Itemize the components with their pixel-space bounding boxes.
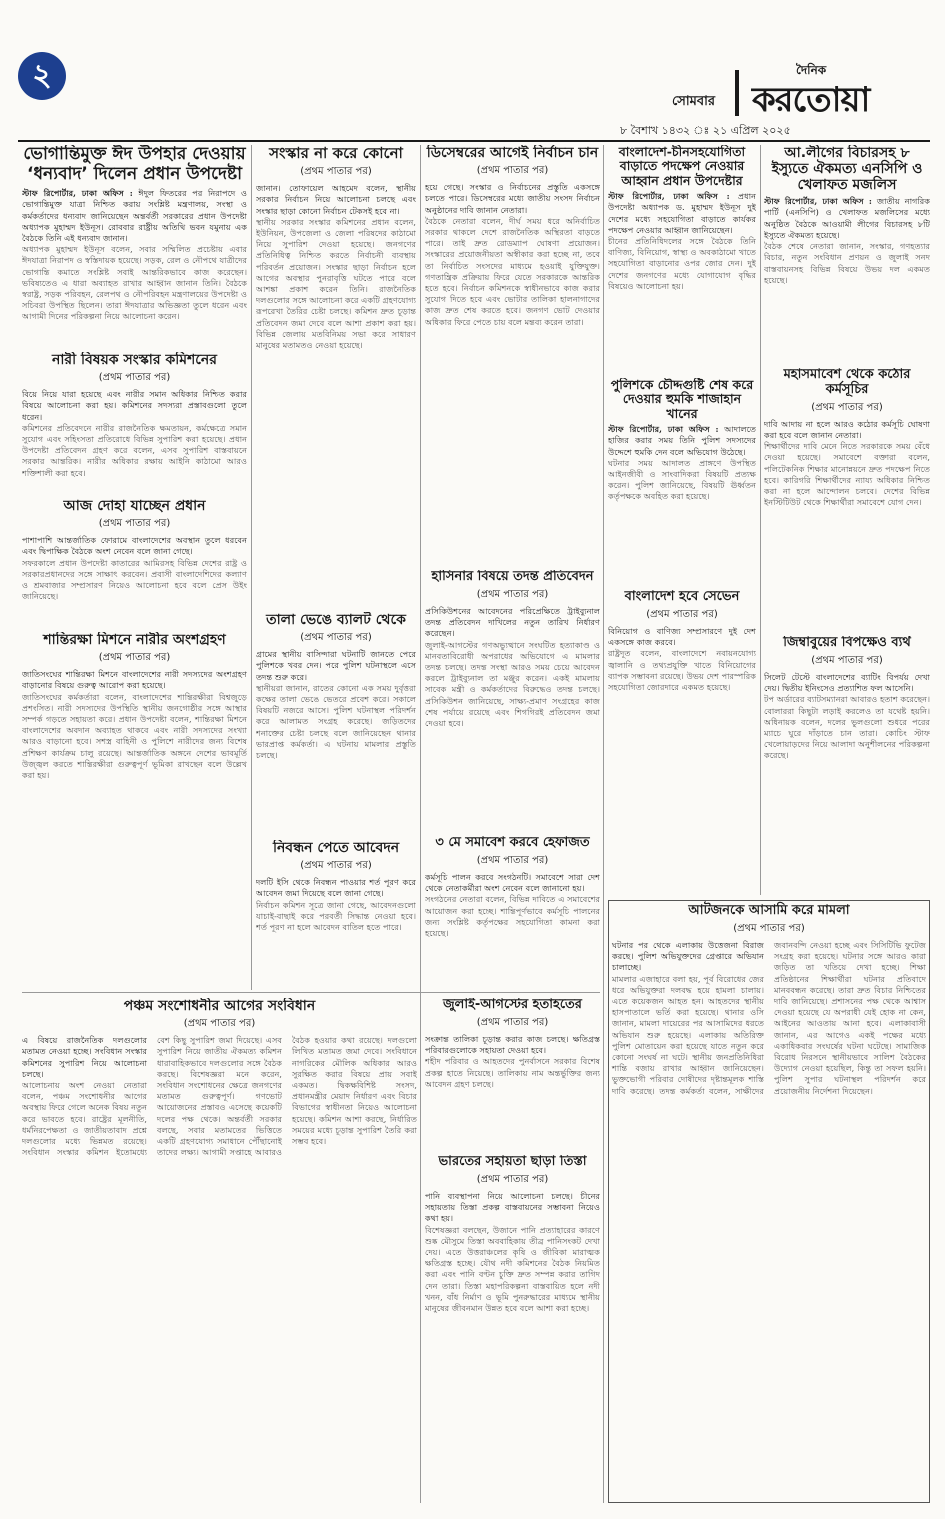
story-body: [608, 424, 756, 458]
masthead: [0, 0, 945, 118]
story-body: দলটি ইসি থেকে নিবন্ধন পাওয়ার শর্ত পূরণ করে আবেদন জমা দিয়েছে বলে জানা গেছে।: [256, 877, 416, 899]
story-filler: চীনের প্রতিনিধিদলের সঙ্গে বৈঠকে তিনি বাণিজ্য, বিনিয়োগ, স্বাস্থ্য ও অবকাঠামো খাতে সহযোগিতা বাড়ানোর ওপর জোর দেন। দুই দেশের জনগণের মধ্যে যোগাযোগ বৃদ্ধির বিষয়েও আলোচনা হয়।: [608, 235, 756, 291]
story-filler: জুলাই-আগস্টের গণঅভ্যুত্থানে সংঘটিত হত্যাকাণ্ড ও মানবতাবিরোধী অপরাধের অভিযোগে এ মামলার তদন্ত চলছে। তদন্ত সংস্থা আরও সময় চেয়ে আবেদন করলে ট্রাইব্যুনাল তা মঞ্জুর করেন। একই মামলায় সাবেক মন্ত্রী ও কর্মকর্তাদের বিরুদ্ধেও তদন্ত চলছে। প্রসিকিউশন জানিয়েছে, সাক্ষ্য-প্রমাণ সংগ্রহের কাজ শেষ পর্যায়ে রয়েছে এবং শিগগিরই প্রতিবেদন জমা দেওয়া হবে।: [425, 639, 600, 728]
story-body: [22, 188, 247, 244]
continued-label: (প্রথম পাতার পর): [811, 401, 883, 413]
story-filler: কমিশনের প্রতিবেদনে নারীর রাজনৈতিক ক্ষমতায়ন, কর্মক্ষেত্রে সমান সুযোগ এবং সহিংসতা প্রতিরোধে বিভিন্ন সুপারিশ করা হয়েছে। প্রধান উপদেষ্টা প্রতিবেদন গ্রহণ করে বলেন, এসব সুপারিশ বাস্তবায়নে সরকার আন্তরিক। নারীর অধিকার রক্ষায় আইনি কাঠামো আরও শক্তিশালী করা হবে।: [22, 422, 247, 478]
continued-label: (প্রথম পাতার পর): [476, 854, 549, 866]
continued-label: (প্রথম পাতার পর): [98, 372, 171, 384]
story-may3-rally: [425, 836, 600, 986]
story-body: এ বিষয়ে রাজনৈতিক দলগুলোর মতামত নেওয়া হচ্ছে। সংবিধান সংস্কার কমিশনের সুপারিশ নিয়ে আলোচনা চলছে।: [22, 1035, 147, 1079]
headline: জুলাই-আগস্টের হতাহতের: [443, 998, 582, 1012]
story-bd-sweden: [608, 590, 756, 740]
story-filler: নির্বাচন কমিশন সূত্রে জানা গেছে, আবেদনগুলো যাচাই-বাছাই করে পরবর্তী সিদ্ধান্ত নেওয়া হবে। শর্ত পূরণ না হলে আবেদন বাতিল হতে পারে।: [256, 899, 416, 932]
headline: পুলিশকে চৌদ্দগুষ্টি শেষ করে দেওয়ার হুমকি শাজাহান খানের: [610, 378, 754, 421]
continued-label: (প্রথম পাতার পর): [300, 632, 372, 644]
story-filler: ঘটনার সময় আদালত প্রাঙ্গণে উপস্থিত আইনজীবী ও সাংবাদিকরা বিষয়টি প্রত্যক্ষ করেন। পুলিশ জানিয়েছে, বিষয়টি ঊর্ধ্বতন কর্তৃপক্ষকে অবহিত করা হয়েছে।: [608, 457, 756, 502]
story-july-august: [425, 998, 600, 1148]
logo-divider: [735, 70, 739, 116]
headline: নারী বিষয়ক সংস্কার কমিশনের: [52, 352, 217, 368]
continued-label: (প্রথম পাতার পর): [811, 654, 883, 666]
story-filler: অধ্যাপক মুহাম্মদ ইউনূস বলেন, সবার সম্মিলিত প্রচেষ্টায় এবার ঈদযাত্রা নিরাপদ ও স্বস্তিদায়ক হয়েছে। সড়ক, রেল ও নৌপথে যাত্রীদের ভোগান্তি কমাতে সংশ্লিষ্ট সবাই আন্তরিকভাবে কাজ করেছেন। ভবিষ্যতেও এ ধারা অব্যাহত রাখার আহ্বান জানান তিনি। বৈঠকে স্বরাষ্ট্র, সড়ক পরিবহন, রেলপথ ও নৌপরিবহন মন্ত্রণালয়ের উপদেষ্টা ও সচিবরা উপস্থিত ছিলেন। তারা ঈদযাত্রার অভিজ্ঞতা তুলে ধরেন এবং আগামী দিনের পরিকল্পনা নিয়ে আলোচনা করেন।: [22, 244, 247, 322]
story-lead: প্রধান উপদেষ্টা অধ্যাপক ড. মুহাম্মদ ইউনূস দুই দেশের মধ্যে সহযোগিতা বাড়াতে কার্যকর পদক্ষেপ নেওয়ার আহ্বান জানিয়েছেন।: [608, 191, 756, 235]
headline: বাংলাদেশ-চীনসহযোগিতা বাড়াতে পদক্ষেপ নেওয়ার আহ্বান প্রধান উপদেষ্টার: [618, 145, 746, 188]
column-divider: [251, 145, 252, 990]
story-filler: শিক্ষার্থীদের দাবি মেনে নিতে সরকারকে সময় বেঁধে দেওয়া হয়েছে। সমাবেশে বক্তারা বলেন, পলিটেকনিক শিক্ষার মানোন্নয়নে দ্রুত পদক্ষেপ নিতে হবে। কারিগরি শিক্ষার্থীদের ন্যায্য অধিকার নিশ্চিত করা না হলে আন্দোলন চলবে। দেশের বিভিন্ন ইনস্টিটিউট থেকে শিক্ষার্থীরা সমাবেশে যোগ দেন।: [764, 441, 930, 508]
headline: ৩ মে সমাবেশ করবে হেফাজত: [435, 836, 590, 850]
headline: ডিসেম্বরের আগেই নির্বাচন চান: [426, 145, 599, 161]
weekday: সোমবার: [672, 94, 716, 109]
story-body: সংক্রান্ত তালিকা চূড়ান্ত করার কাজ চলছে। ক্ষতিগ্রস্ত পরিবারগুলোকে সহায়তা দেওয়া হবে।: [425, 1033, 600, 1056]
story-zimbabwe: [764, 636, 930, 886]
story-body: জাতিসংঘের শান্তিরক্ষা মিশনে বাংলাদেশের নারী সদস্যদের অংশগ্রহণ বাড়ানোর বিষয়ে গুরুত্ব আরোপ করা হয়েছে।: [22, 669, 247, 691]
story-filler: মামলার এজাহারে বলা হয়, পূর্ব বিরোধের জের ধরে অভিযুক্তরা দলবদ্ধ হয়ে হামলা চালায়। এতে কয়েকজন আহত হন। আহতদের স্থানীয় হাসপাতালে ভর্তি করা হয়েছে। থানার ওসি জানান, মামলা দায়েরের পর আসামিদের ধরতে অভিযান শুরু হয়েছে। এলাকায় অতিরিক্ত পুলিশ মোতায়েন করা হয়েছে যাতে নতুন করে কোনো সংঘর্ষ না ঘটে। স্থানীয় জনপ্রতিনিধিরা শান্তি বজায় রাখার আহ্বান জানিয়েছেন। ভুক্তভোগী পরিবার দোষীদের দৃষ্টান্তমূলক শাস্তি দাবি করেছে। তদন্ত কর্মকর্তা বলেন, সাক্ষীদের জবানবন্দি নেওয়া হচ্ছে এবং সিসিটিভি ফুটেজ সংগ্রহ করা হয়েছে। ঘটনার সঙ্গে আরও কারা জড়িত তা খতিয়ে দেখা হচ্ছে। শিক্ষা প্রতিষ্ঠানের শিক্ষার্থীরা ঘটনার প্রতিবাদে মানববন্ধন করেছে। তারা দ্রুত বিচার নিশ্চিতের দাবি জানিয়েছে। প্রশাসনের পক্ষ থেকে আশ্বাস দেওয়া হয়েছে যে অপরাধী যেই হোক না কেন, আইনের আওতায় আনা হবে। এলাকাবাসী জানান, এর আগেও একই পক্ষের মধ্যে একাধিকবার সংঘর্ষের ঘটনা ঘটেছে। সামাজিক বিরোধ নিরসনে স্থানীয়ভাবে সালিশ বৈঠকের উদ্যোগ নেওয়া হয়েছিল, কিন্তু তা সফল হয়নি। পুলিশ সুপার ঘটনাস্থল পরিদর্শন করে প্রয়োজনীয় নির্দেশনা দিয়েছেন।: [612, 939, 926, 1096]
story-filler: সফরকালে প্রধান উপদেষ্টা কাতারের আমিরসহ বিভিন্ন দেশের রাষ্ট্র ও সরকারপ্রধানদের সঙ্গে সাক্ষাৎ করবেন। প্রবাসী বাংলাদেশিদের কল্যাণ ও শ্রমবাজার সম্প্রসারণ নিয়েও আলোচনা হবে বলে প্রেস উইং জানিয়েছে।: [22, 557, 247, 602]
continued-label: (প্রথম পাতার পর): [98, 518, 171, 530]
headline: তালা ভেঙে ব্যালট থেকে: [266, 612, 406, 628]
continued-label: (প্রথম পাতার পর): [476, 1016, 549, 1028]
headline: আটজনকে আসামি করে মামলা: [688, 903, 850, 918]
headline: মহাসমাবেশ থেকে কঠোর কর্মসূচির: [783, 368, 911, 397]
headline: নিবন্ধন পেতে আবেদন: [272, 840, 400, 856]
story-body: হয়ে গেছে। সংস্কার ও নির্বাচনের প্রস্তুতি একসঙ্গে চলতে পারে। ডিসেম্বরের মধ্যে জাতীয় সংসদ নির্বাচন অনুষ্ঠানের দাবি জানান নেতারা।: [425, 182, 600, 215]
story-body: বিনিয়োগ ও বাণিজ্য সম্প্রসারণে দুই দেশ একসঙ্গে কাজ করবে।: [608, 625, 756, 648]
headline: পঞ্চম সংশোধনীর আগের সংবিধান: [123, 998, 316, 1014]
story-filler: স্থানীয়রা জানান, রাতের কোনো এক সময় দুর্বৃত্তরা কক্ষের তালা ভেঙে ভেতরে প্রবেশ করে। সকালে বিষয়টি নজরে আসে। পুলিশ ঘটনাস্থল পরিদর্শন করে আলামত সংগ্রহ করেছে। জড়িতদের শনাক্তের চেষ্টা চলছে বলে জানিয়েছেন থানার ভারপ্রাপ্ত কর্মকর্তা। এ ঘটনায় মামলার প্রস্তুতি চলছে।: [256, 682, 416, 760]
story-lead: আদালতে হাজির করার সময় তিনি পুলিশ সদস্যদের উদ্দেশে হুমকি দেন বলে অভিযোগ উঠেছে।: [608, 424, 756, 457]
newspaper-logo: করতোয়া: [752, 80, 870, 120]
story-ballot-box: [256, 612, 416, 834]
story-teesta: [425, 1155, 600, 1503]
column-divider: [420, 145, 421, 1503]
story-nibandhan: [256, 840, 416, 970]
story-filler: টপ অর্ডারের ব্যাটসম্যানরা আবারও হতাশ করেছেন। বোলাররা কিছুটা লড়াই করলেও তা যথেষ্ট হয়নি। অধিনায়ক বলেন, দলের ভুলগুলো শুধরে পরের ম্যাচে ঘুরে দাঁড়াতে চান তারা। কোচিং স্টাফ খেলোয়াড়দের নিয়ে আলাদা অনুশীলনের পরিকল্পনা করেছে।: [764, 694, 930, 761]
story-body: পাশাপাশি আন্তর্জাতিক ফোরামে বাংলাদেশের অবস্থান তুলে ধরবেন এবং দ্বিপাক্ষিক বৈঠকে অংশ নেবেন বলে জানা গেছে।: [22, 535, 247, 557]
story-filler: আলোচনায় অংশ নেওয়া নেতারা বলেন, পঞ্চম সংশোধনীর আগের অবস্থায় ফিরে গেলে অনেক বিষয় নতুন করে ভাবতে হবে। রাষ্ট্রের মূলনীতি, ধর্মনিরপেক্ষতা ও জাতীয়তাবাদ প্রশ্নে দলগুলোর মধ্যে ভিন্নমত রয়েছে। সংবিধান সংস্কার কমিশন ইতোমধ্যে বেশ কিছু সুপারিশ জমা দিয়েছে। এসব সুপারিশ নিয়ে জাতীয় ঐকমত্য কমিশন ধারাবাহিকভাবে দলগুলোর সঙ্গে বৈঠক করছে। বিশেষজ্ঞরা মনে করেন, সংবিধান সংশোধনের ক্ষেত্রে জনগণের মতামত গুরুত্বপূর্ণ। গণভোট আয়োজনের প্রস্তাবও এসেছে কয়েকটি দলের পক্ষ থেকে। অন্তর্বর্তী সরকার বলছে, সবার মতামতের ভিত্তিতে একটি গ্রহণযোগ্য সমাধানে পৌঁছানোই তাদের লক্ষ্য। আগামী সপ্তাহে আবারও বৈঠক হওয়ার কথা রয়েছে। দলগুলো লিখিত মতামত জমা দেবে। সংবিধানে নাগরিকের মৌলিক অধিকার আরও সুরক্ষিত করার বিষয়ে প্রায় সবাই একমত। দ্বিকক্ষবিশিষ্ট সংসদ, প্রধানমন্ত্রীর মেয়াদ নির্ধারণ এবং বিচার বিভাগের স্বাধীনতা নিয়েও আলোচনা হয়েছে। কমিশন আশা করছে, নির্ধারিত সময়ের মধ্যে চূড়ান্ত সুপারিশ তৈরি করা সম্ভব হবে।: [22, 1035, 417, 1158]
story-body: সিলেট টেস্টে বাংলাদেশের ব্যাটিং বিপর্যয় দেখা দেয়। দ্বিতীয় ইনিংসেও প্রত্যাশিত ফল আসেনি।: [764, 671, 930, 694]
byline: স্টাফ রিপোর্টার, ঢাকা অফিস :: [608, 424, 719, 435]
story-body: কর্মসূচি পালন করবে সংগঠনটি। সমাবেশে সারা দেশ থেকে নেতাকর্মীরা অংশ নেবেন বলে জানানো হয়।: [425, 871, 600, 894]
story-body: ঘটনার পর থেকে এলাকায় উত্তেজনা বিরাজ করছে। পুলিশ অভিযুক্তদের গ্রেপ্তারে অভিযান চালাচ্ছে।: [612, 939, 764, 973]
story-body: জানান। তোফায়েল আহমেদ বলেন, স্থানীয় সরকার নির্বাচন নিয়ে আলোচনা চলছে এবং সংস্কার ছাড়া কোনো নির্বাচন টেকসই হবে না।: [256, 183, 416, 216]
story-filler: সংগঠনের নেতারা বলেন, বিভিন্ন দাবিতে এ সমাবেশের আয়োজন করা হচ্ছে। শান্তিপূর্ণভাবে কর্মসূচি পালনের জন্য সংশ্লিষ্ট কর্তৃপক্ষের সহযোগিতা কামনা করা হয়েছে।: [425, 894, 600, 938]
headline: জিম্বাবুয়ের বিপক্ষেও ব্যর্থ: [783, 636, 911, 650]
story-eid-gift: [22, 145, 247, 345]
byline: স্টাফ রিপোর্টার, ঢাকা অফিস :: [22, 188, 133, 199]
continued-label: (প্রথম পাতার পর): [476, 588, 549, 600]
continued-label: (প্রথম পাতার পর): [646, 608, 718, 620]
logo-small-text: দৈনিক: [796, 63, 827, 77]
story-grand-rally: [764, 368, 930, 628]
story-body: গ্রামের স্থানীয় বাসিন্দারা ঘটনাটি জানতে পেরে পুলিশকে খবর দেন। পরে পুলিশ ঘটনাস্থলে এসে তদন্ত শুরু করে।: [256, 649, 416, 682]
story-body: [608, 191, 756, 236]
headline: আ.লীগের বিচারসহ ৮ ইস্যুতে ঐকমত্য এনসিপি ও খেলাফত মজলিস: [771, 145, 923, 194]
story-reform-not-done: [256, 145, 416, 605]
continued-label: (প্রথম পাতার পর): [300, 166, 372, 178]
story-atkanke: [608, 900, 930, 1503]
story-al-trial: [764, 145, 930, 360]
story-filler: রাষ্ট্রদূত বলেন, বাংলাদেশে নবায়নযোগ্য জ্বালানি ও তথ্যপ্রযুক্তি খাতে বিনিয়োগের ব্যাপক সম্ভাবনা রয়েছে। উভয় দেশ পারস্পরিক সহযোগিতা জোরদারে একমত হয়েছে।: [608, 648, 756, 692]
continued-label: (প্রথম পাতার পর): [300, 860, 372, 872]
headline: হাসিনার বিষয়ে তদন্ত প্রতিবেদন: [431, 570, 594, 584]
headline: সংস্কার না করে কোনো: [269, 145, 403, 162]
story-filler: বৈঠক শেষে নেতারা জানান, সংস্কার, গণহত্যার বিচার, নতুন সংবিধান প্রণয়ন ও জুলাই সনদ বাস্তবায়নসহ বিভিন্ন বিষয়ে উভয় দল একমত হয়েছে।: [764, 241, 930, 285]
continued-label: (প্রথম পাতার পর): [476, 1173, 549, 1185]
story-lead: জাতীয় নাগরিক পার্টি (এনসিপি) ও খেলাফত মজলিসের মধ্যে অনুষ্ঠিত বৈঠকে আওয়ামী লীগের বিচারসহ ৮টি ইস্যুতে ঐকমত্য হয়েছে।: [764, 196, 930, 240]
story-peace-mission: [22, 632, 247, 880]
story-body: পানি ব্যবস্থাপনা নিয়ে আলোচনা চলছে। চীনের সহায়তায় তিস্তা প্রকল্প বাস্তবায়নের সম্ভাবনা নিয়েও কথা হয়।: [425, 1190, 600, 1224]
story-filler: বিশেষজ্ঞরা বলছেন, উজানে পানি প্রত্যাহারের কারণে শুষ্ক মৌসুমে তিস্তা অববাহিকায় তীব্র পানিসংকট দেখা দেয়। এতে উত্তরাঞ্চলের কৃষি ও জীবিকা মারাত্মক ক্ষতিগ্রস্ত হচ্ছে। যৌথ নদী কমিশনের বৈঠক নিয়মিত করা এবং পানি বণ্টন চুক্তি দ্রুত সম্পন্ন করার তাগিদ দেন তারা। তিস্তা মহাপরিকল্পনা বাস্তবায়িত হলে নদী খনন, বাঁধ নির্মাণ ও ভূমি পুনরুদ্ধারের মাধ্যমে স্থানীয় মানুষের জীবনমান উন্নত হবে বলে আশা করা হচ্ছে।: [425, 1224, 600, 1313]
story-women-reform: [22, 352, 247, 492]
headline: শান্তিরক্ষা মিশনে নারীর অংশগ্রহণ: [43, 632, 226, 648]
story-fifth-amendment: [22, 998, 417, 1503]
header-rule: [18, 140, 930, 142]
headline: ভারতের সহায়তা ছাড়া তিস্তা: [438, 1155, 587, 1169]
section-divider: [22, 992, 600, 993]
story-body: দাবি আদায় না হলে আরও কঠোর কর্মসূচি ঘোষণা করা হবে বলে জানান নেতারা।: [764, 418, 930, 441]
column-divider: [603, 145, 604, 1503]
continued-label: (প্রথম পাতার পর): [733, 922, 805, 934]
story-december-election: [425, 145, 600, 563]
dateline: ৮ বৈশাখ ১৪৩২ ঃ ২১ এপ্রিল ২০২৫: [620, 124, 791, 137]
continued-label: (প্রথম পাতার পর): [183, 1018, 256, 1030]
headline: আজ দোহা যাচ্ছেন প্রধান: [63, 498, 206, 514]
continued-label: (প্রথম পাতার পর): [476, 165, 549, 177]
byline: স্টাফ রিপোর্টার, ঢাকা অফিস :: [764, 196, 872, 207]
story-body: প্রসিকিউশনের আবেদনের পরিপ্রেক্ষিতে ট্রাইব্যুনাল তদন্ত প্রতিবেদন দাখিলের নতুন তারিখ নির্ধারণ করেছেন।: [425, 605, 600, 639]
byline: স্টাফ রিপোর্টার, ঢাকা অফিস :: [608, 191, 730, 202]
story-filler: স্থানীয় সরকার সংস্কার কমিশনের প্রধান বলেন, ইউনিয়ন, উপজেলা ও জেলা পরিষদের কাঠামো নিয়ে সুপারিশ দেওয়া হয়েছে। জনগণের প্রতিনিধিত্ব নিশ্চিত করতে নির্বাচনী ব্যবস্থায় পরিবর্তন প্রয়োজন। সংস্কার ছাড়া নির্বাচন হলে আগের অবস্থার পুনরাবৃত্তি ঘটতে পারে বলে আশঙ্কা প্রকাশ করেন তিনি। রাজনৈতিক দলগুলোর সঙ্গে আলোচনা করে একটি গ্রহণযোগ্য রূপরেখা তৈরির চেষ্টা চলছে। কমিশন দ্রুত চূড়ান্ত প্রতিবেদন জমা দেবে বলে আশা প্রকাশ করা হয়। বিভিন্ন জেলায় মতবিনিময় সভা করে সাধারণ মানুষের মতামতও নেওয়া হয়েছে।: [256, 216, 416, 351]
story-body: [764, 196, 930, 241]
headline: বাংলাদেশ হবে সেভেন: [624, 590, 740, 604]
story-shajahan: [608, 378, 756, 583]
story-hasina-probe: [425, 570, 600, 830]
story-lead: ঈদুল ফিতরের পর নিরাপদে ও ভোগান্তিমুক্ত যাত্রা নিশ্চিত করায় সংশ্লিষ্ট মন্ত্রণালয়, সংস্থা ও কর্মকর্তাদের ধন্যবাদ জানিয়েছেন অন্তর্বর্তী সরকারের প্রধান উপদেষ্টা অধ্যাপক মুহাম্মদ ইউনূস। রোববার রাষ্ট্রীয় অতিথি ভবন যমুনায় এক বৈঠকে তিনি এই ধন্যবাদ জানান।: [22, 188, 247, 243]
story-filler: জাতিসংঘের কর্মকর্তারা বলেন, বাংলাদেশের শান্তিরক্ষীরা বিশ্বজুড়ে প্রশংসিত। নারী সদস্যদের উপস্থিতি স্থানীয় জনগোষ্ঠীর সঙ্গে আস্থার সম্পর্ক গড়তে সহায়তা করে। প্রধান উপদেষ্টা বলেন, শান্তিরক্ষা মিশনে বাংলাদেশের অবদান অব্যাহত থাকবে এবং নারী সদস্যদের সংখ্যা আরও বাড়ানো হবে। সশস্ত্র বাহিনী ও পুলিশে নারীদের জন্য বিশেষ প্রশিক্ষণ কার্যক্রম চালু রয়েছে। আন্তর্জাতিক অঙ্গনে দেশের ভাবমূর্তি উজ্জ্বল করতে শান্তিরক্ষীরা গুরুত্বপূর্ণ ভূমিকা রাখছেন বলে উল্লেখ করা হয়।: [22, 691, 247, 780]
story-body: বিয়ে নিয়ে যারা হয়েছে এবং নারীর সমান অধিকার নিশ্চিত করার বিষয়ে আলোচনা করা হয়। কমিশনের সদস্যরা প্রস্তাবগুলো তুলে ধরেন।: [22, 389, 247, 422]
continued-label: (প্রথম পাতার পর): [98, 652, 171, 664]
column-divider: [760, 145, 761, 895]
story-filler: বৈঠকে নেতারা বলেন, দীর্ঘ সময় ধরে অনির্বাচিত সরকার থাকলে দেশে রাজনৈতিক অস্থিরতা বাড়তে পারে। তাই দ্রুত রোডম্যাপ ঘোষণা প্রয়োজন। সংস্কারের প্রয়োজনীয়তা অস্বীকার করা হচ্ছে না, তবে তা নির্বাচিত সংসদের মাধ্যমে হওয়াই যুক্তিযুক্ত। গণতান্ত্রিক প্রক্রিয়ায় ফিরে যেতে সরকারকে আন্তরিক হতে হবে। নির্বাচন কমিশনকে স্বাধীনভাবে কাজ করার সুযোগ দিতে হবে এবং ভোটার তালিকা হালনাগাদের কাজ দ্রুত শেষ করতে হবে। জনগণ ভোট দেওয়ার অধিকার ফিরে পেতে চায় বলে মন্তব্য করেন তারা।: [425, 215, 600, 327]
headline: ভোগান্তিমুক্ত ঈদ উপহার দেওয়ায় ‘ধন্যবাদ’ দিলেন প্রধান উপদেষ্টা: [23, 145, 246, 184]
story-bd-china: [608, 145, 756, 370]
story-filler: শহীদ পরিবার ও আহতদের পুনর্বাসনে সরকার বিশেষ প্রকল্প হাতে নিয়েছে। তালিকায় নাম অন্তর্ভুক্তির জন্য আবেদন গ্রহণ চলছে।: [425, 1056, 600, 1089]
page-number-badge: ২: [18, 52, 66, 100]
story-doha: [22, 498, 247, 626]
